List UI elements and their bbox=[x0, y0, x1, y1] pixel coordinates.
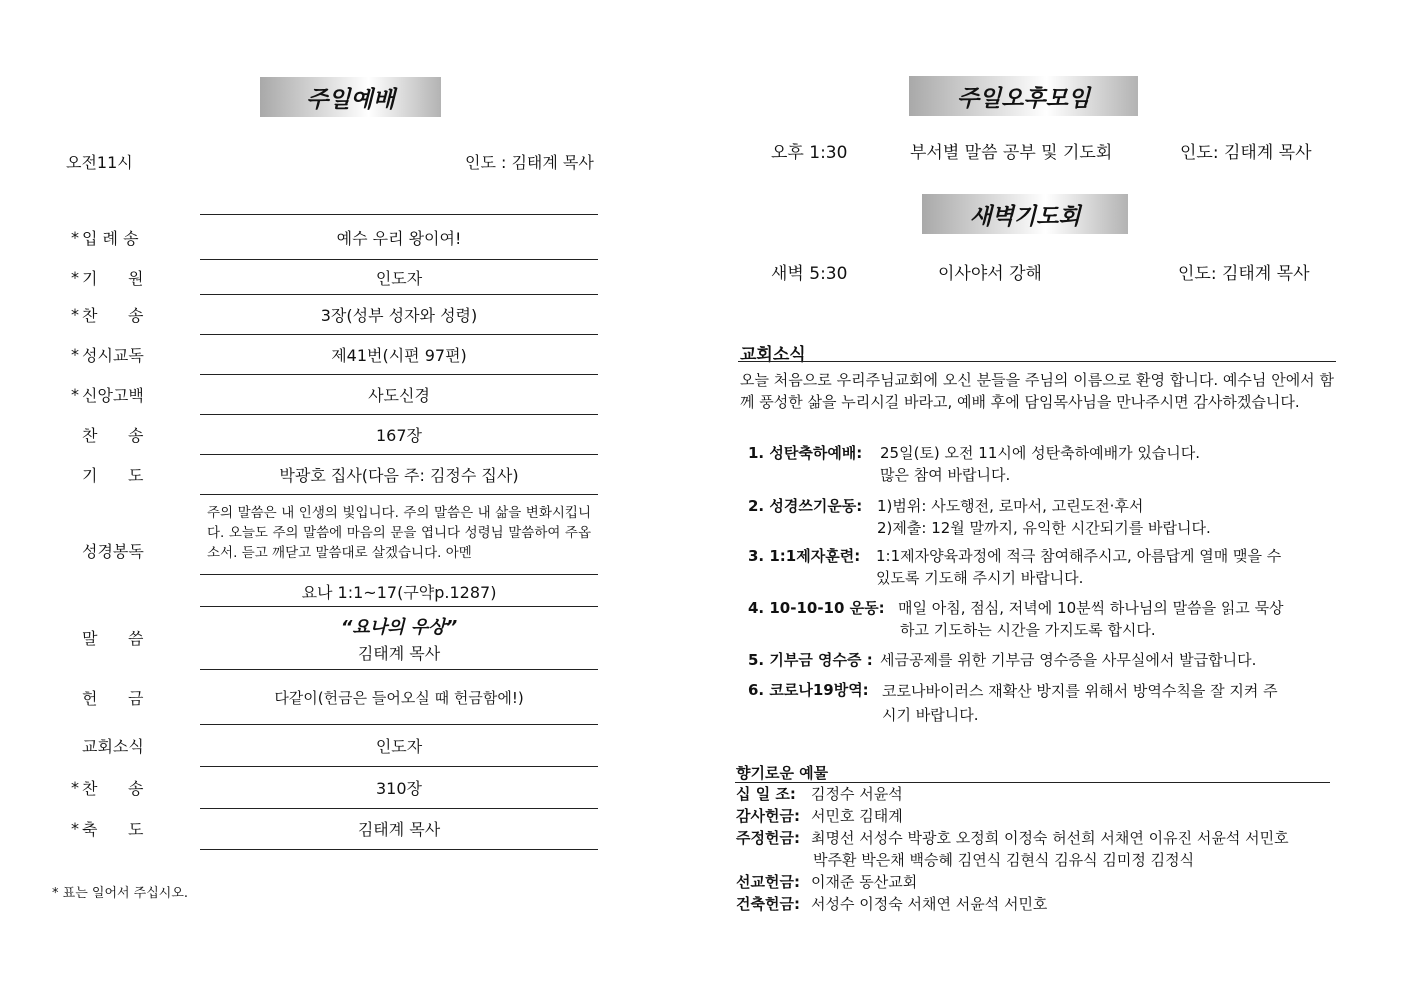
offering-names: 김정수 서윤석 bbox=[811, 785, 903, 803]
offering-names: 이재준 동산교회 bbox=[811, 873, 918, 891]
offering-names: 서성수 이정숙 서채연 서윤석 서민호 bbox=[811, 895, 1048, 913]
offering-names: 서민호 김태계 bbox=[811, 807, 903, 825]
worship-leader: 인도 : 김태계 목사 bbox=[465, 153, 594, 172]
order-label: 말 씀 bbox=[82, 629, 144, 648]
order-label: 찬 송 bbox=[82, 778, 144, 798]
order-label: 신앙고백 bbox=[82, 385, 144, 405]
sermon-preacher: 김태계 목사 bbox=[357, 644, 441, 663]
order-divider bbox=[200, 849, 598, 850]
stand-marker: * bbox=[71, 344, 79, 364]
news-item-head: 5. 기부금 영수증 : bbox=[748, 651, 873, 669]
news-item-body bbox=[898, 597, 1284, 641]
news-item-body bbox=[880, 649, 1256, 671]
news-line: 2)제출: 12월 말까지, 유익한 시간되기를 바랍니다. bbox=[877, 519, 1211, 537]
stand-marker: * bbox=[71, 267, 79, 287]
order-row bbox=[0, 677, 620, 717]
offering-title: 향기로운 예물 bbox=[736, 764, 829, 782]
news-item-head: 3. 1:1제자훈련: bbox=[748, 547, 861, 565]
news-line: 25일(토) 오전 11시에 성탄축하예배가 있습니다. bbox=[880, 444, 1201, 462]
order-label: 기 도 bbox=[82, 465, 144, 485]
afternoon-time: 오후 1:30 bbox=[771, 143, 848, 163]
order-label: 헌 금 bbox=[82, 688, 144, 708]
news-item bbox=[748, 442, 862, 464]
news-line: 있도록 기도해 주시기 바랍니다. bbox=[876, 569, 1084, 587]
news-item bbox=[748, 597, 885, 619]
order-value: 다같이(헌금은 들어오실 때 헌금함에!) bbox=[274, 688, 524, 707]
news-item bbox=[748, 495, 862, 517]
dawn-desc: 이사야서 강해 bbox=[938, 264, 1042, 284]
dawn-time: 새벽 5:30 bbox=[771, 264, 848, 284]
order-label: 찬 송 bbox=[82, 425, 144, 445]
offering-head: 주정헌금: bbox=[736, 829, 800, 847]
order-value: 인도자 bbox=[375, 268, 423, 288]
order-label: 성경봉독 bbox=[82, 541, 144, 561]
stand-marker: * bbox=[71, 777, 79, 797]
order-row bbox=[0, 374, 620, 414]
order-value: 예수 우리 왕이여! bbox=[336, 228, 462, 248]
news-item-head: 6. 코로나19방역: bbox=[748, 681, 869, 699]
news-item-head: 2. 성경쓰기운동: bbox=[748, 497, 863, 515]
afternoon-title-banner bbox=[909, 76, 1138, 116]
news-line: 매일 아침, 점심, 저녁에 10분씩 하나님의 말씀을 읽고 묵상 bbox=[898, 599, 1284, 617]
offering-row bbox=[736, 893, 800, 915]
scripture-prayer: 주의 말씀은 내 인생의 빛입니다. 주의 말씀은 내 삶을 변화시킵니다. 오늘도 주의 말씀에 마음의 문을 엽니다 성령님 말씀하여 주옵소서. 듣고 깨닫고 말씀대로 살겠습니다. 아멘 bbox=[207, 505, 591, 561]
order-label: 기 원 bbox=[82, 268, 144, 288]
afternoon-leader: 인도: 김태계 목사 bbox=[1180, 143, 1312, 163]
worship-time: 오전11시 bbox=[66, 153, 133, 172]
news-line: 코로나바이러스 재확산 방지를 위해서 방역수칙을 잘 지켜 주 bbox=[882, 682, 1278, 700]
stand-marker: * bbox=[71, 818, 79, 838]
offering-names: 박주환 박은채 백승혜 김연식 김현식 김유식 김미정 김정식 bbox=[813, 851, 1195, 869]
offering-row bbox=[736, 871, 800, 893]
news-item-body bbox=[880, 442, 1200, 486]
news-item bbox=[748, 545, 860, 567]
order-label: 축 도 bbox=[82, 819, 144, 839]
news-line: 하고 기도하는 시간을 가지도록 합시다. bbox=[900, 621, 1156, 639]
order-value: 인도자 bbox=[375, 736, 423, 756]
order-value: 310장 bbox=[376, 778, 422, 798]
offering-head: 건축헌금: bbox=[736, 895, 800, 913]
order-label: 입 례 송 bbox=[82, 228, 139, 248]
offering-row bbox=[736, 827, 800, 849]
order-divider bbox=[200, 669, 598, 670]
news-divider bbox=[738, 361, 1336, 362]
order-value: 167장 bbox=[376, 425, 422, 445]
news-intro: 오늘 처음으로 우리주님교회에 오신 분들을 주님의 이름으로 환영 합니다. 예수님 안에서 함께 풍성한 삶을 누리시길 바라고, 예배 후에 담임목사님을 만나주시면 감사하겠습니다. bbox=[740, 371, 1334, 411]
news-line: 세금공제를 위한 기부금 영수증을 사무실에서 발급합니다. bbox=[880, 651, 1257, 669]
news-line: 많은 참여 바랍니다. bbox=[880, 466, 1011, 484]
offering-row bbox=[736, 805, 800, 827]
offering-names: 최명선 서성수 박광호 오정희 이정숙 허선희 서채연 이유진 서윤석 서민호 bbox=[811, 829, 1289, 847]
order-row bbox=[0, 808, 620, 848]
order-row bbox=[0, 767, 620, 807]
news-title: 교회소식 bbox=[740, 345, 806, 365]
worship-title-banner bbox=[260, 77, 441, 117]
standing-footnote: * 표는 일어서 주십시오. bbox=[52, 886, 189, 901]
news-item-head: 4. 10-10-10 운동: bbox=[748, 599, 885, 617]
news-item bbox=[748, 679, 869, 701]
news-item-body bbox=[876, 545, 1281, 589]
news-item-body bbox=[882, 679, 1278, 727]
stand-marker: * bbox=[71, 384, 79, 404]
dawn-title: 새벽기도회 bbox=[969, 203, 1081, 230]
stand-marker: * bbox=[71, 227, 79, 247]
order-row bbox=[0, 414, 620, 454]
order-value: 제41번(시편 97편) bbox=[331, 345, 467, 365]
order-row bbox=[0, 725, 620, 765]
news-line: 시기 바랍니다. bbox=[882, 706, 979, 724]
news-item-body bbox=[877, 495, 1211, 539]
dawn-leader: 인도: 김태계 목사 bbox=[1178, 264, 1310, 284]
news-item bbox=[748, 649, 873, 671]
stand-marker: * bbox=[71, 304, 79, 324]
offering-head: 선교헌금: bbox=[736, 873, 800, 891]
news-item-head: 1. 성탄축하예배: bbox=[748, 444, 863, 462]
order-value: 김태계 목사 bbox=[357, 819, 441, 839]
order-value: 사도신경 bbox=[368, 385, 430, 405]
afternoon-desc: 부서별 말씀 공부 및 기도회 bbox=[910, 143, 1113, 163]
offering-head: 감사헌금: bbox=[736, 807, 800, 825]
news-line: 1)범위: 사도행전, 로마서, 고린도전·후서 bbox=[877, 497, 1144, 515]
dawn-title-banner bbox=[922, 194, 1128, 234]
news-line: 1:1제자양육과정에 적극 참여해주시고, 아름답게 열매 맺을 수 bbox=[876, 547, 1282, 565]
order-row bbox=[0, 334, 620, 374]
order-row bbox=[0, 454, 620, 494]
order-row bbox=[0, 257, 620, 297]
order-label: 찬 송 bbox=[82, 305, 144, 325]
sermon-title: “요나의 우상” bbox=[340, 617, 458, 638]
offering-row bbox=[736, 783, 796, 805]
offering-head: 십 일 조: bbox=[736, 785, 796, 803]
order-row bbox=[0, 294, 620, 334]
order-label: 교회소식 bbox=[82, 736, 144, 756]
scripture-reference: 요나 1:1~17(구약p.1287) bbox=[301, 582, 497, 602]
order-value: 3장(성부 성자와 성령) bbox=[320, 305, 478, 325]
order-divider bbox=[200, 214, 598, 215]
worship-title: 주일예배 bbox=[306, 86, 395, 113]
afternoon-title: 주일오후모임 bbox=[956, 85, 1091, 112]
order-label: 성시교독 bbox=[82, 345, 144, 365]
order-value: 박광호 집사(다음 주: 김정수 집사) bbox=[279, 465, 519, 485]
order-row bbox=[0, 217, 620, 257]
